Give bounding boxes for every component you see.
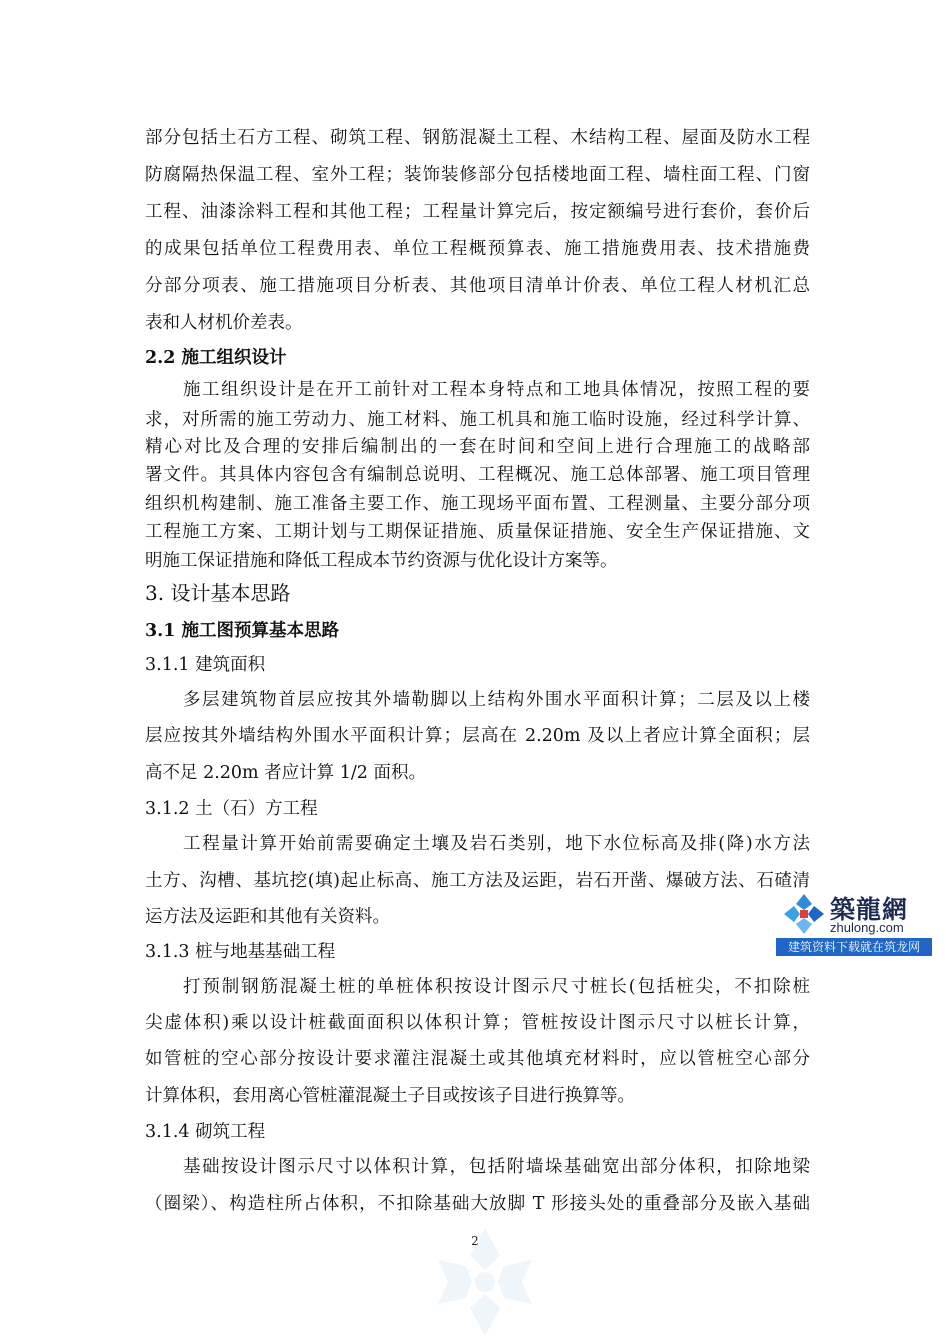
logo-domain: zhulong.com (830, 920, 904, 935)
paragraph-line: 基础按设计图示尺寸以体积计算，包括附墙垛基础宽出部分体积，扣除地梁 (183, 1157, 810, 1177)
page-number: 2 (471, 1234, 479, 1248)
paragraph-line: 工程量计算开始前需要确定土壤及岩石类别，地下水位标高及排(降)水方法 (183, 834, 810, 854)
logo-title: 築龍網 (830, 895, 909, 924)
zhulong-logo-mark-icon (782, 892, 826, 936)
paragraph-line: 求，对所需的施工劳动力、施工材料、施工机具和施工临时设施，经过科学计算、 (145, 410, 810, 430)
paragraph-line: 署文件。其具体内容包含有编制总说明、工程概况、施工总体部署、施工项目管理 (145, 465, 810, 485)
paragraph-line: 防腐隔热保温工程、室外工程；装饰装修部分包括楼地面工程、墙柱面工程、门窗 (145, 165, 810, 185)
logo-banner: 建筑资料下载就在筑龙网 (776, 938, 932, 956)
paragraph-line: 精心对比及合理的安排后编制出的一套在时间和空间上进行合理施工的战略部 (145, 437, 810, 457)
section-heading-3-1-3: 3.1.3 桩与地基基础工程 (145, 942, 336, 962)
paragraph-line: 运方法及运距和其他有关资料。 (145, 907, 390, 927)
section-heading-2-2: 2.2 施工组织设计 (145, 348, 287, 368)
paragraph-line: 的成果包括单位工程费用表、单位工程概预算表、施工措施费用表、技术措施费 (145, 239, 810, 259)
paragraph-line: （圈梁）、构造柱所占体积，不扣除基础大放脚 T 形接头处的重叠部分及嵌入基础 (145, 1194, 810, 1214)
paragraph-line: 部分包括土石方工程、砌筑工程、钢筋混凝土工程、木结构工程、屋面及防水工程 (145, 128, 810, 148)
paragraph-line: 如管桩的空心部分按设计要求灌注混凝土或其他填充材料时，应以管桩空心部分 (145, 1049, 810, 1069)
zhulong-logo (776, 888, 932, 960)
paragraph-line: 尖虚体积)乘以设计桩截面面积以体积计算；管桩按设计图示尺寸以桩长计算， (145, 1013, 810, 1033)
section-heading-3-1-4: 3.1.4 砌筑工程 (145, 1122, 266, 1142)
paragraph-line: 工程、油漆涂料工程和其他工程；工程量计算完后，按定额编号进行套价，套价后 (145, 202, 810, 222)
paragraph-line: 表和人材机价差表。 (145, 313, 303, 333)
paragraph-line: 层应按其外墙结构外围水平面积计算；层高在 2.20m 及以上者应计算全面积；层 (145, 726, 810, 746)
section-heading-3-1-2: 3.1.2 土（石）方工程 (145, 799, 318, 819)
paragraph-line: 打预制钢筋混凝土桩的单桩体积按设计图示尺寸桩长(包括桩尖，不扣除桩 (183, 977, 810, 997)
paragraph-line: 土方、沟槽、基坑挖(填)起止标高、施工方法及运距，岩石开凿、爆破方法、石碴清 (145, 871, 810, 891)
paragraph-line: 明施工保证措施和降低工程成本节约资源与优化设计方案等。 (145, 551, 618, 571)
paragraph-line: 施工组织设计是在开工前针对工程本身特点和工地具体情况，按照工程的要 (183, 380, 810, 400)
paragraph-line: 工程施工方案、工期计划与工期保证措施、质量保证措施、安全生产保证措施、文 (145, 522, 810, 542)
section-heading-3: 3. 设计基本思路 (145, 581, 291, 605)
paragraph-line: 计算体积，套用离心管桩灌混凝土子目或按该子目进行换算等。 (145, 1086, 635, 1106)
section-heading-3-1: 3.1 施工图预算基本思路 (145, 621, 340, 641)
paragraph-line: 分部分项表、施工措施项目分析表、其他项目清单计价表、单位工程人材机汇总 (145, 276, 810, 296)
paragraph-line: 高不足 2.20m 者应计算 1/2 面积。 (145, 763, 426, 783)
paragraph-line: 组织机构建制、施工准备主要工作、施工现场平面布置、工程测量、主要分部分项 (145, 494, 810, 514)
watermark-snowflake-icon (430, 1220, 540, 1344)
paragraph-line: 多层建筑物首层应按其外墙勒脚以上结构外围水平面积计算；二层及以上楼 (183, 690, 810, 710)
section-heading-3-1-1: 3.1.1 建筑面积 (145, 655, 266, 675)
